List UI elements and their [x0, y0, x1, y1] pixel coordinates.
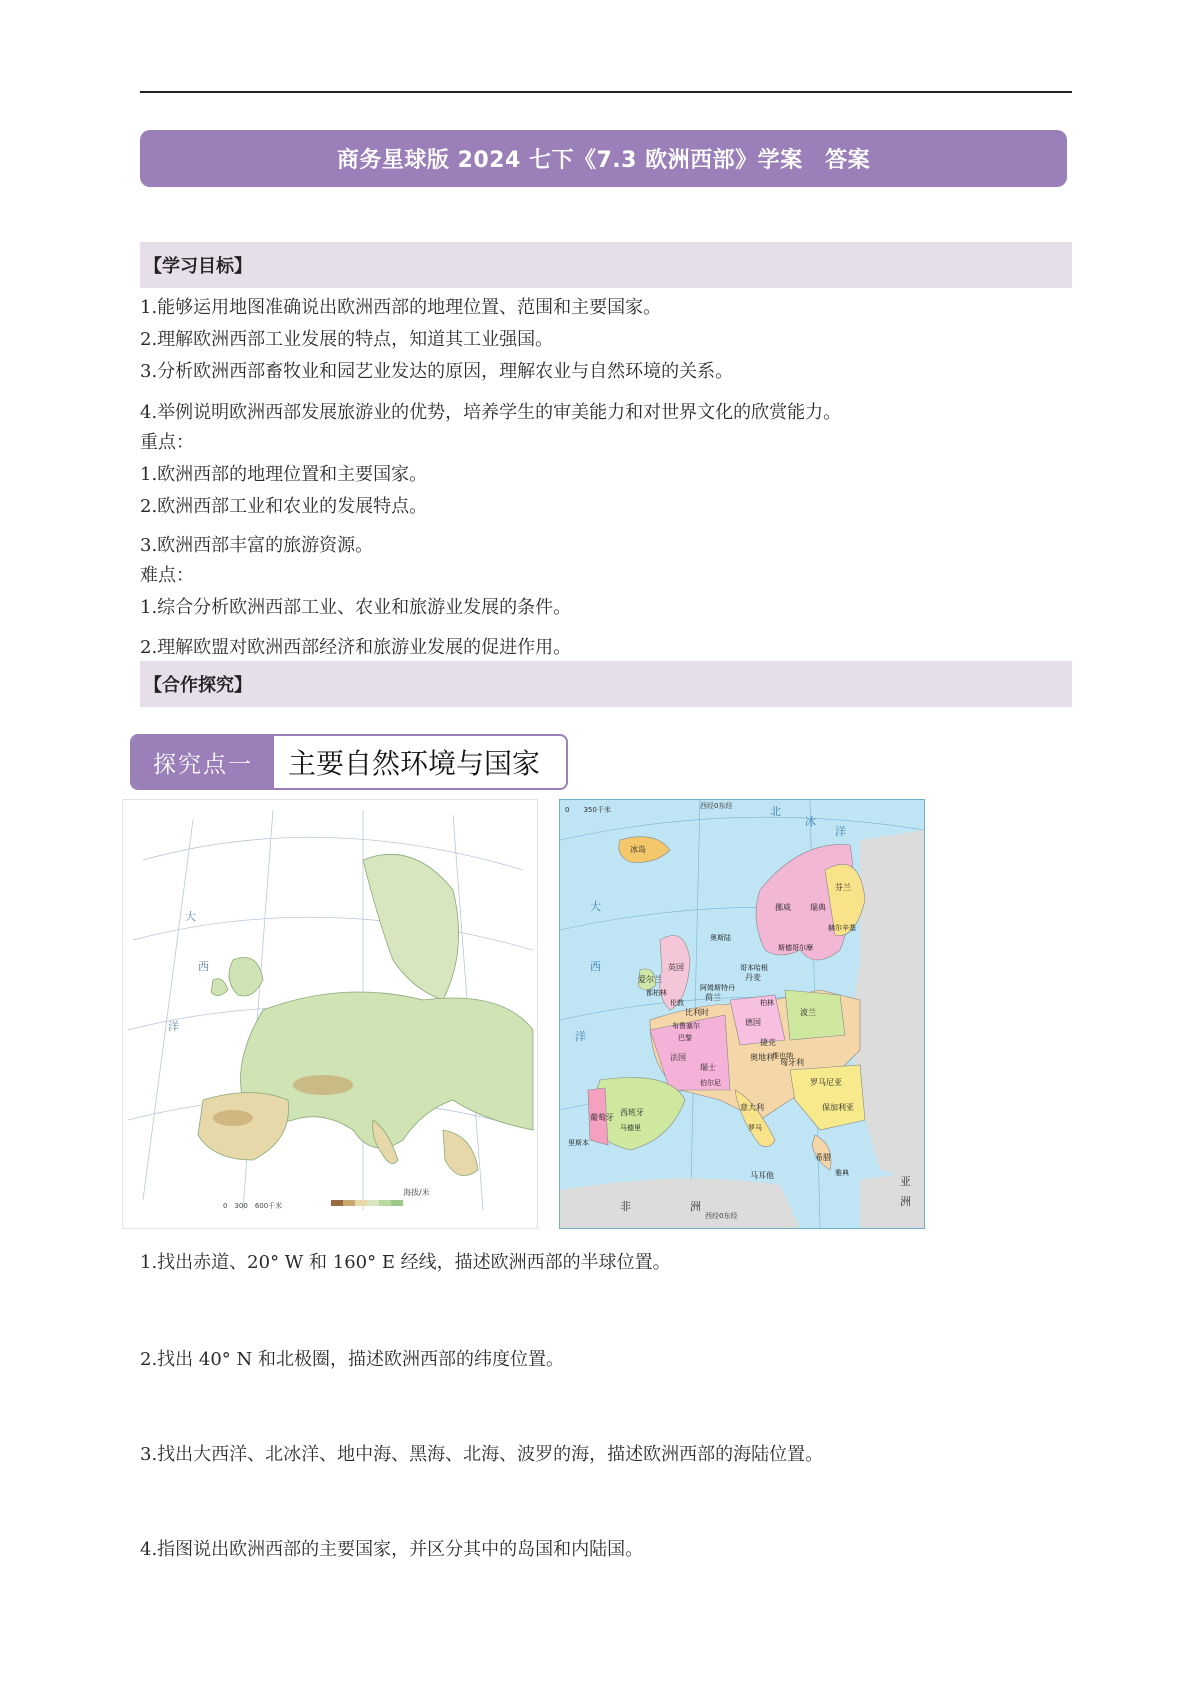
city-label: 斯德哥尔摩 [778, 944, 813, 952]
city-label: 柏林 [760, 999, 774, 1007]
city-label: 里斯本 [568, 1139, 589, 1147]
country-label: 捷克 [760, 1038, 776, 1047]
political-map [559, 799, 925, 1229]
country-label: 比利时 [685, 1008, 709, 1017]
question-item: 3.找出大西洋、北冰洋、地中海、黑海、北海、波罗的海，描述欧洲西部的海陆位置。 [140, 1444, 824, 1465]
country-label: 西班牙 [620, 1108, 644, 1117]
question-item: 2.找出 40° N 和北极圈，描述欧洲西部的纬度位置。 [140, 1349, 564, 1370]
probe-label: 探究点一 [132, 736, 274, 788]
country-label: 挪威 [775, 903, 791, 912]
asia-label: 洲 [900, 1195, 911, 1208]
meridian-label: 西经0东经 [700, 802, 733, 810]
question-item: 4.指图说出欧洲西部的主要国家，并区分其中的岛国和内陆国。 [140, 1539, 644, 1560]
map-ocean-label: 大 [185, 910, 196, 923]
country-label: 法国 [670, 1053, 686, 1062]
objective-item: 4.举例说明欧洲西部发展旅游业的优势，培养学生的审美能力和对世界文化的欣赏能力。 [140, 402, 842, 423]
probe-title: 主要自然环境与国家 [288, 747, 541, 780]
key-points-label: 重点： [140, 432, 194, 453]
city-label: 巴黎 [678, 1034, 692, 1042]
political-ocean-label: 洋 [575, 1030, 586, 1043]
key-point-item: 3.欧洲西部丰富的旅游资源。 [140, 535, 374, 556]
key-point-item: 1.欧洲西部的地理位置和主要国家。 [140, 464, 428, 485]
country-label: 希腊 [815, 1153, 831, 1162]
meridian-label-bottom: 西经0东经 [705, 1212, 738, 1220]
country-label: 奥地利 [750, 1053, 774, 1062]
difficulty-label: 难点： [140, 565, 194, 586]
objective-item: 2.理解欧洲西部工业发展的特点，知道其工业强国。 [140, 329, 554, 350]
country-label: 马耳他 [750, 1171, 774, 1180]
political-ocean-label: 大 [590, 900, 601, 913]
arctic-label: 冰 [805, 815, 816, 828]
city-label: 布鲁塞尔 [672, 1022, 700, 1030]
political-ocean-label: 西 [590, 960, 601, 973]
city-label: 罗马 [748, 1124, 762, 1132]
political-scale: 0 350千米 [565, 806, 611, 814]
country-label: 意大利 [740, 1103, 764, 1112]
objective-item: 3.分析欧洲西部畜牧业和园艺业发达的原因，理解农业与自然环境的关系。 [140, 361, 734, 382]
city-label: 都柏林 [646, 989, 667, 997]
country-label: 保加利亚 [822, 1103, 854, 1112]
arctic-label: 洋 [835, 825, 846, 838]
difficulty-item: 1.综合分析欧洲西部工业、农业和旅游业发展的条件。 [140, 597, 572, 618]
country-label: 瑞典 [810, 903, 826, 912]
africa-label: 洲 [690, 1200, 701, 1213]
arctic-label: 北 [770, 805, 781, 818]
country-label: 爱尔兰 [638, 975, 662, 984]
country-label: 罗马尼亚 [810, 1078, 842, 1087]
question-item: 1.找出赤道、20° W 和 160° E 经线，描述欧洲西部的半球位置。 [140, 1252, 671, 1273]
document-title: 商务星球版 2024 七下《7.3 欧洲西部》学案 答案 [140, 130, 1067, 187]
city-label: 雅典 [835, 1169, 849, 1177]
city-label: 阿姆斯特丹 [700, 984, 735, 992]
objectives-heading: 【学习目标】 [140, 242, 1072, 288]
country-label: 德国 [745, 1018, 761, 1027]
map-ocean-label: 西 [198, 960, 209, 973]
city-label: 哥本哈根 [740, 964, 768, 972]
country-label: 英国 [668, 963, 684, 972]
map-legend-title: 海拔/米 [403, 1188, 430, 1197]
top-rule [140, 91, 1072, 93]
country-label: 荷兰 [705, 993, 721, 1002]
map-scale: 0 300 600千米 [223, 1202, 283, 1210]
probe-header [130, 734, 568, 790]
city-label: 奥斯陆 [710, 934, 731, 942]
city-label: 赫尔辛基 [828, 924, 856, 932]
physical-map [122, 799, 538, 1229]
difficulty-item: 2.理解欧盟对欧洲西部经济和旅游业发展的促进作用。 [140, 637, 572, 658]
city-label: 马德里 [620, 1124, 641, 1132]
city-label: 伦敦 [670, 999, 684, 1007]
key-point-item: 2.欧洲西部工业和农业的发展特点。 [140, 496, 428, 517]
africa-label: 非 [620, 1200, 631, 1213]
city-label: 伯尔尼 [700, 1079, 721, 1087]
country-label: 瑞士 [700, 1063, 716, 1072]
country-label: 冰岛 [630, 845, 646, 854]
asia-label: 亚 [900, 1175, 911, 1188]
map-ocean-label: 洋 [168, 1020, 179, 1033]
country-label: 丹麦 [745, 973, 761, 982]
city-label: 维也纳 [772, 1052, 793, 1060]
objective-item: 1.能够运用地图准确说出欧洲西部的地理位置、范围和主要国家。 [140, 297, 662, 318]
cooperation-heading: 【合作探究】 [140, 661, 1072, 707]
country-label: 波兰 [800, 1008, 816, 1017]
country-label: 芬兰 [835, 883, 851, 892]
country-label: 匈牙利 [780, 1058, 804, 1067]
country-label: 葡萄牙 [590, 1113, 614, 1122]
elevation-legend [331, 1200, 403, 1206]
